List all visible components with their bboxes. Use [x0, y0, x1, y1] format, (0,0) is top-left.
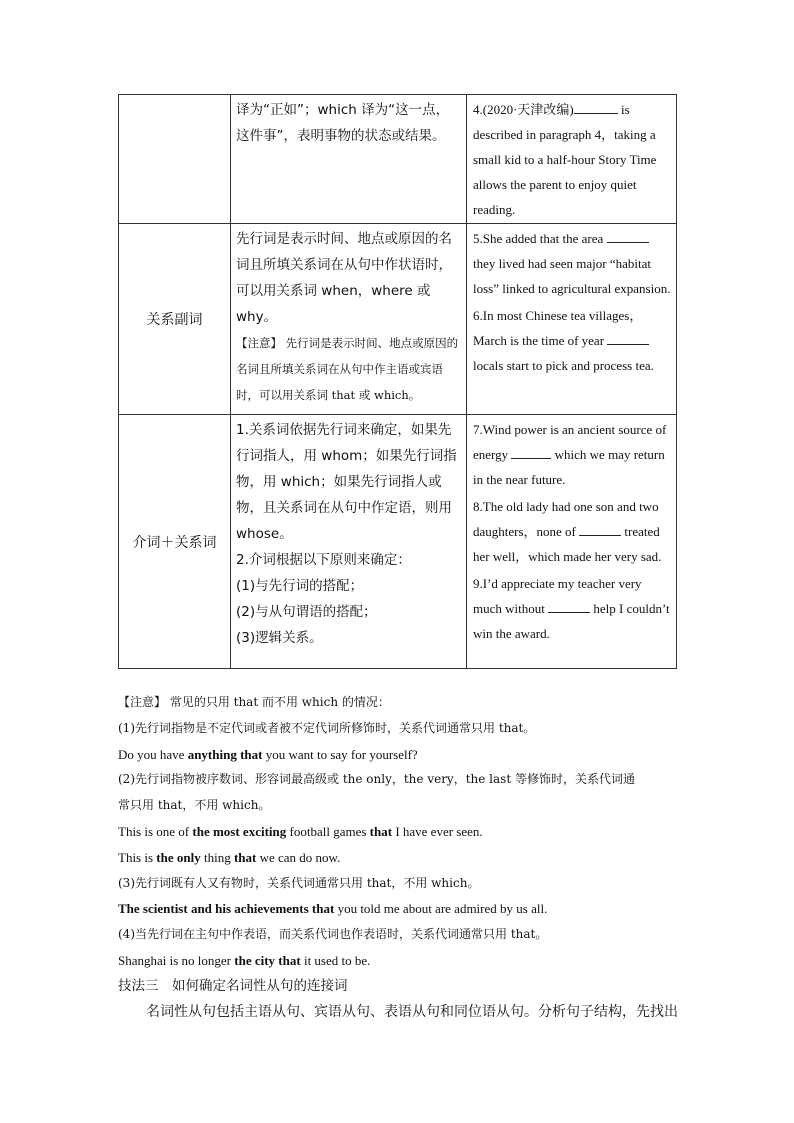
- rule-cell: [231, 224, 467, 415]
- note-heading: 【注意】 常见的只用 that 而不用 which 的情况：: [118, 695, 390, 709]
- example-sentence: Shanghai is no longer the city that it used to be.: [118, 952, 371, 968]
- notes-section: [118, 690, 688, 1025]
- example-sentence: This is the only thing that we can do now.: [118, 849, 341, 865]
- example-5: 5.She added that the area they lived had seen major “habitat loss” linked to agricultural expansion.: [473, 231, 671, 296]
- section-heading: 技法三 如何确定名词性从句的连接词: [118, 977, 348, 994]
- example-cell: [467, 224, 677, 415]
- example-7: 7.Wind power is an ancient source of energy which we may return in the near future.: [473, 422, 667, 487]
- example-9: 9.I’d appreciate my teacher very much without help I couldn’t win the award.: [473, 576, 670, 641]
- rule-cell: [231, 95, 467, 224]
- grammar-table: [118, 94, 677, 669]
- category-cell: 介词＋关系词: [119, 415, 231, 669]
- example-sentence: Do you have anything that you want to say for yourself?: [118, 746, 418, 762]
- example-6: 6.In most Chinese tea villages，March is the time of year locals start to pick and process tea.: [473, 308, 654, 373]
- table-row: [119, 224, 677, 415]
- answer-blank[interactable]: [574, 101, 618, 114]
- note-rule: (2)先行词指物被序数词、形容词最高级或 the only，the very，the last 等修饰时，关系代词通: [118, 772, 635, 787]
- example-sentence: This is one of the most exciting football games that I have ever seen.: [118, 823, 483, 839]
- table-row: [119, 415, 677, 669]
- example-sentence: The scientist and his achievements that you told me about are admired by us all.: [118, 901, 548, 917]
- example-8: 8.The old lady had one son and two daughters，none of treated her well，which made her very sad.: [473, 499, 662, 564]
- answer-blank[interactable]: [607, 230, 649, 243]
- rule-text: 译为“正如”；which 译为“这一点，这件事”，表明事物的状态或结果。: [236, 102, 450, 144]
- example-4: 4.(2020·天津改编) is described in paragraph 4，taking a small kid to a half-hour Story Time allows the parent to enjoy quiet reading.: [473, 102, 657, 217]
- answer-blank[interactable]: [511, 446, 551, 459]
- answer-blank[interactable]: [579, 523, 621, 536]
- table-row: [119, 95, 677, 224]
- answer-blank[interactable]: [548, 600, 590, 613]
- example-cell: [467, 95, 677, 224]
- section-paragraph: 名词性从句包括主语从句、宾语从句、表语从句和同位语从句。分析句子结构，先找出: [146, 1003, 678, 1020]
- note-rule: (3)先行词既有人又有物时，关系代词通常只用 that，不用 which。: [118, 875, 480, 890]
- rule-cell: [231, 415, 467, 669]
- example-cell: [467, 415, 677, 669]
- category-cell: [119, 95, 231, 224]
- rule-note: 【注意】 先行词是表示时间、地点或原因的名词且所填关系词在从句中作主语或宾语时，可以用关系词 that 或 which。: [236, 336, 459, 402]
- answer-blank[interactable]: [607, 332, 649, 345]
- rule-text: 先行词是表示时间、地点或原因的名词且所填关系词在从句中作状语时，可以用关系词 when，where 或 why。: [236, 231, 452, 325]
- note-rule: (4)当先行词在主句中作表语，而关系代词也作表语时，关系代词通常只用 that。: [118, 927, 548, 942]
- note-rule-cont: 常只用 that，不用 which。: [118, 798, 271, 813]
- note-rule: (1)先行词指物是不定代词或者被不定代词所修饰时，关系代词通常只用 that。: [118, 720, 536, 735]
- rule-text: 1.关系词依据先行词来确定，如果先行词指人，用 whom；如果先行词指物，用 which；如果先行词指人或物，且关系词在从句中作定语，则用 whose。 2.介词根据以下原则来确定： (1)与先行词的搭配； (2)与从句谓语的搭配； (3)逻辑关系。: [236, 422, 457, 646]
- category-cell: 关系副词: [119, 224, 231, 415]
